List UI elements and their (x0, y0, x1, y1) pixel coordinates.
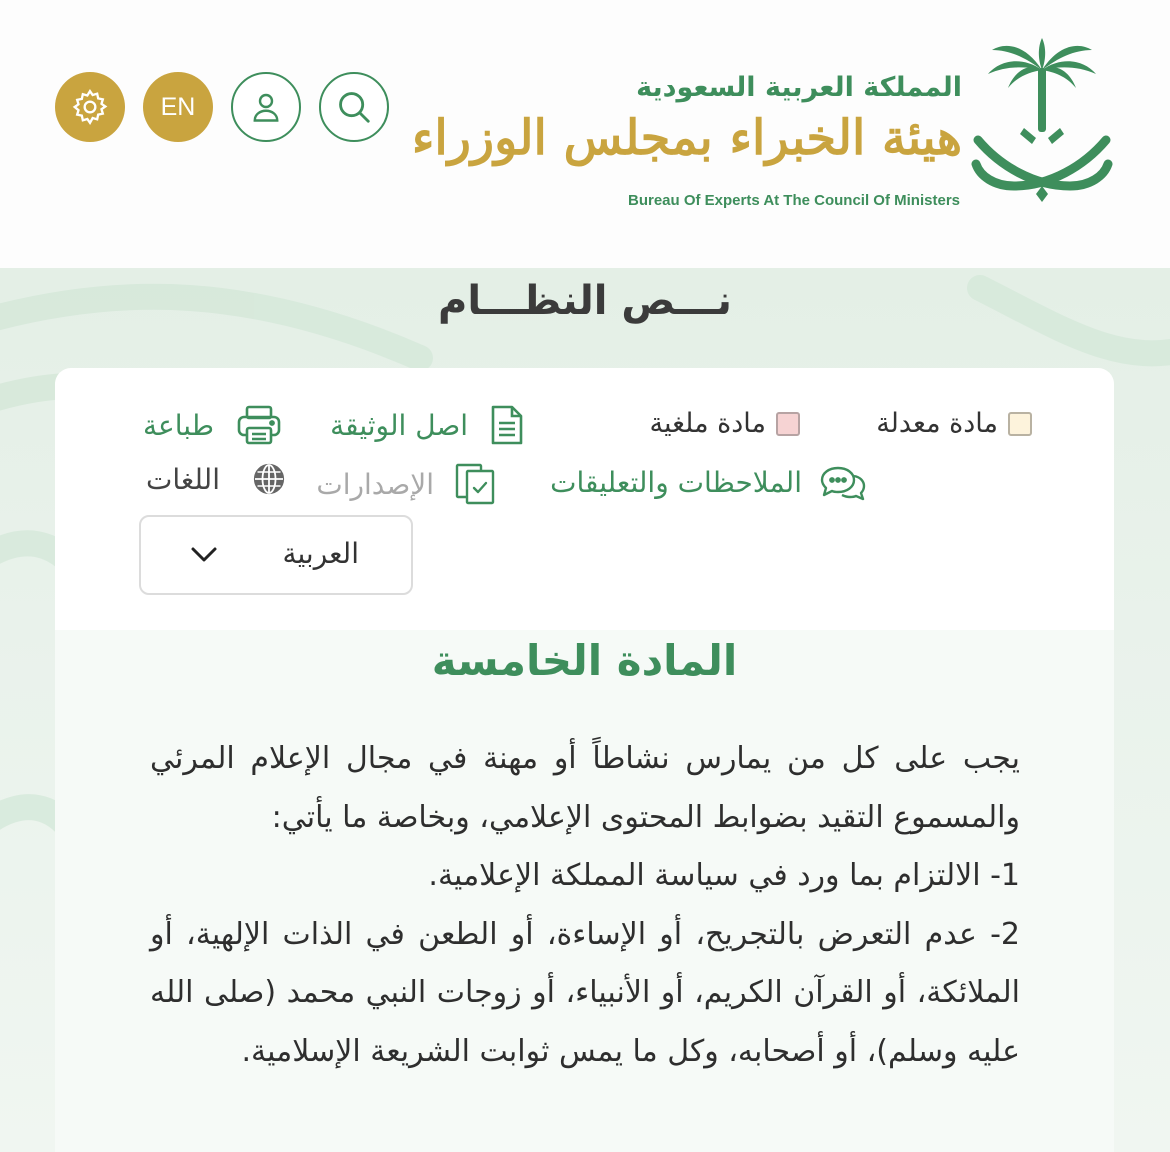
article-title: المادة الخامسة (431, 636, 738, 685)
page-title: نـــص النظـــام (438, 278, 732, 324)
legend-cancelled-label: مادة ملغية (649, 408, 766, 439)
languages-label-group (146, 462, 286, 496)
article-paragraph: 2- عدم التعرض بالتجريح، أو الإساءة، أو الطعن في الذات الإلهية، أو الملائكة، أو القرآن الكريم، أو الأنبياء، أو زوجات النبي محمد (صلى الله عليه وسلم)، أو أصحابه، وكل ما يمس ثوابت الشريعة الإسلامية. (150, 916, 1020, 1069)
search-button[interactable] (319, 72, 389, 142)
globe-icon (252, 462, 286, 496)
cancelled-swatch (776, 412, 800, 436)
chat-bubbles-icon (820, 462, 866, 502)
settings-button[interactable] (55, 72, 125, 142)
article-body (150, 730, 1020, 1081)
palm-swords-emblem-icon (970, 36, 1115, 208)
article-paragraph: يجب على كل من يمارس نشاطاً أو مهنة في مجال الإعلام المرئي والمسموع التقيد بضوابط المحتوى الإعلامي، وبخاصة ما يأتي: (150, 741, 1020, 835)
site-header (0, 0, 1170, 268)
logo-bureau-english: Bureau Of Experts At The Council Of Ministers (628, 192, 960, 209)
document-icon (490, 404, 524, 446)
article-paragraph: 1- الالتزام بما ورد في سياسة المملكة الإعلامية. (428, 858, 1020, 893)
language-select-value: العربية (282, 537, 359, 570)
print-label: طباعة (143, 408, 214, 442)
releases-label: الإصدارات (316, 467, 434, 501)
user-account-button[interactable] (231, 72, 301, 142)
legend-amended (876, 408, 1032, 439)
legend-cancelled (650, 408, 801, 439)
legend-amended-label: مادة معدلة (876, 408, 998, 439)
logo-bureau-arabic: هيئة الخبراء بمجلس الوزراء (411, 110, 962, 166)
original-document-link[interactable] (330, 404, 524, 446)
language-toggle-label: EN (160, 92, 196, 121)
original-document-label: اصل الوثيقة (330, 408, 468, 442)
printer-icon (236, 404, 282, 446)
language-toggle-button[interactable] (143, 72, 213, 142)
releases-link[interactable] (316, 462, 496, 506)
gear-icon (70, 87, 110, 127)
document-check-icon (454, 462, 496, 506)
search-icon (335, 88, 373, 126)
languages-label: اللغات (146, 462, 220, 496)
user-icon (248, 89, 284, 125)
notes-comments-label: الملاحظات والتعليقات (550, 465, 802, 499)
language-select[interactable] (139, 515, 413, 595)
amended-swatch (1008, 412, 1032, 436)
chevron-down-icon (189, 545, 219, 569)
notes-comments-link[interactable] (550, 462, 866, 502)
print-button[interactable] (143, 404, 282, 446)
logo-country-text: المملكة العربية السعودية (636, 72, 962, 103)
